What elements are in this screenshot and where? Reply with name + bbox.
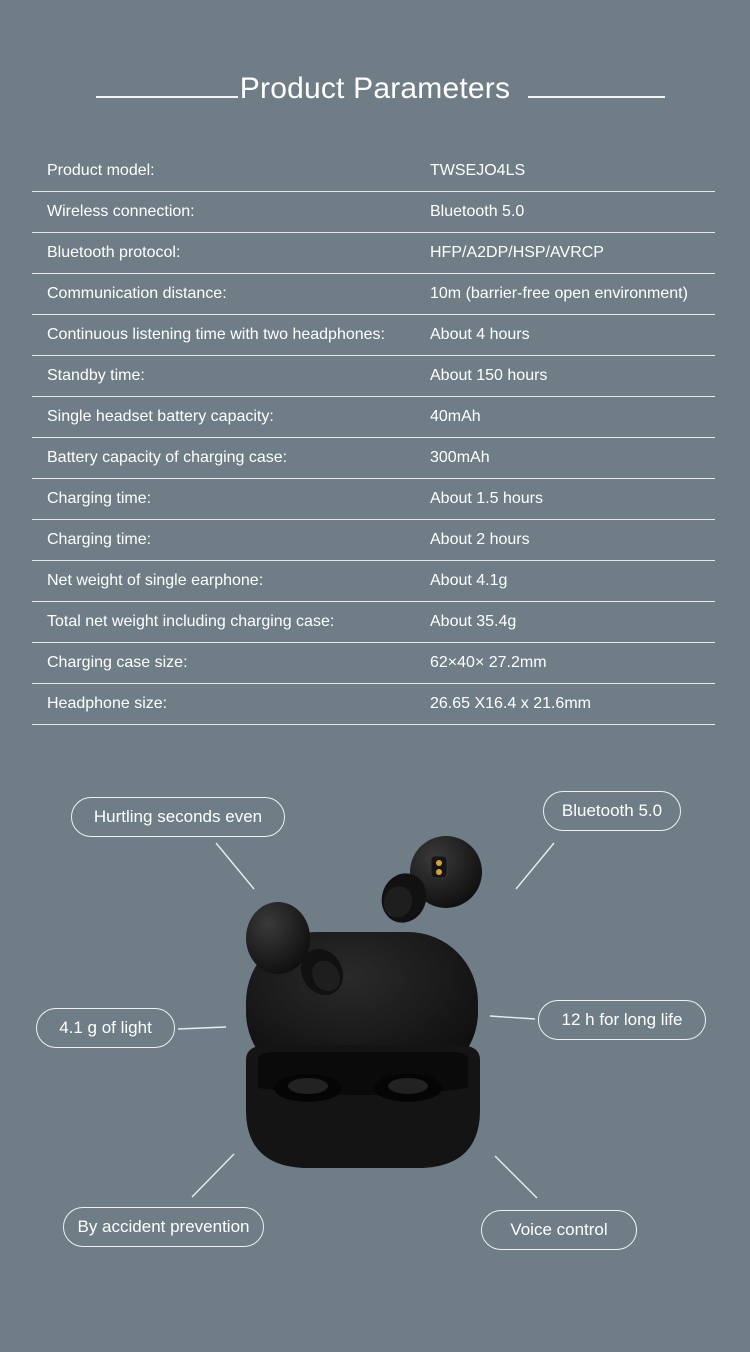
param-row — [32, 438, 715, 479]
param-label: Product model: — [47, 162, 155, 179]
earbuds-case-image — [228, 820, 508, 1190]
param-row — [32, 356, 715, 397]
param-row — [32, 479, 715, 520]
leader-bluetooth — [516, 843, 554, 889]
param-value: About 150 hours — [430, 367, 548, 384]
param-row — [32, 602, 715, 643]
param-value: Bluetooth 5.0 — [430, 203, 525, 220]
param-label: Communication distance: — [47, 285, 227, 302]
param-label: Standby time: — [47, 367, 145, 384]
param-label: Headphone size: — [47, 695, 168, 712]
param-label: Charging case size: — [47, 654, 188, 671]
param-label: Charging time: — [47, 531, 152, 548]
right-earbud — [375, 836, 482, 929]
feature-voice-control: Voice control — [481, 1210, 637, 1250]
param-value: 40mAh — [430, 408, 481, 425]
param-row — [32, 315, 715, 356]
param-value: 26.65 X16.4 x 21.6mm — [430, 695, 591, 712]
param-value: 300mAh — [430, 449, 490, 466]
param-label: Continuous listening time with two headphones: — [47, 326, 385, 343]
feature-accident-prevention: By accident prevention — [63, 1207, 264, 1247]
page-title: Product Parameters — [239, 72, 511, 105]
param-label: Total net weight including charging case: — [47, 613, 335, 630]
param-value: About 1.5 hours — [430, 490, 543, 507]
feature-hurtling-seconds: Hurtling seconds even — [71, 797, 285, 837]
param-row — [32, 274, 715, 315]
param-value: About 4.1g — [430, 572, 508, 589]
title-divider-right — [528, 96, 665, 98]
feature-bluetooth: Bluetooth 5.0 — [543, 791, 681, 831]
param-value: 62×40× 27.2mm — [430, 654, 547, 671]
param-row — [32, 397, 715, 438]
param-row — [32, 561, 715, 602]
param-value: About 35.4g — [430, 613, 517, 630]
feature-long-life: 12 h for long life — [538, 1000, 706, 1040]
parameters-table — [32, 151, 715, 725]
param-row — [32, 643, 715, 684]
param-label: Battery capacity of charging case: — [47, 449, 288, 466]
param-value: About 4 hours — [430, 326, 530, 343]
param-row — [32, 233, 715, 274]
param-label: Charging time: — [47, 490, 152, 507]
param-value: TWSEJO4LS — [430, 162, 526, 179]
param-value: 10m (barrier-free open environment) — [430, 285, 688, 302]
param-label: Wireless connection: — [47, 203, 195, 220]
param-value: HFP/A2DP/HSP/AVRCP — [430, 244, 604, 261]
param-row — [32, 520, 715, 561]
param-row — [32, 684, 715, 725]
param-label: Bluetooth protocol: — [47, 244, 181, 261]
param-label: Single headset battery capacity: — [47, 408, 274, 425]
feature-light-weight: 4.1 g of light — [36, 1008, 175, 1048]
param-row — [32, 151, 715, 192]
title-block — [0, 68, 750, 114]
param-label: Net weight of single earphone: — [47, 572, 264, 589]
param-row — [32, 192, 715, 233]
leader-light — [178, 1027, 226, 1029]
param-value: About 2 hours — [430, 531, 530, 548]
